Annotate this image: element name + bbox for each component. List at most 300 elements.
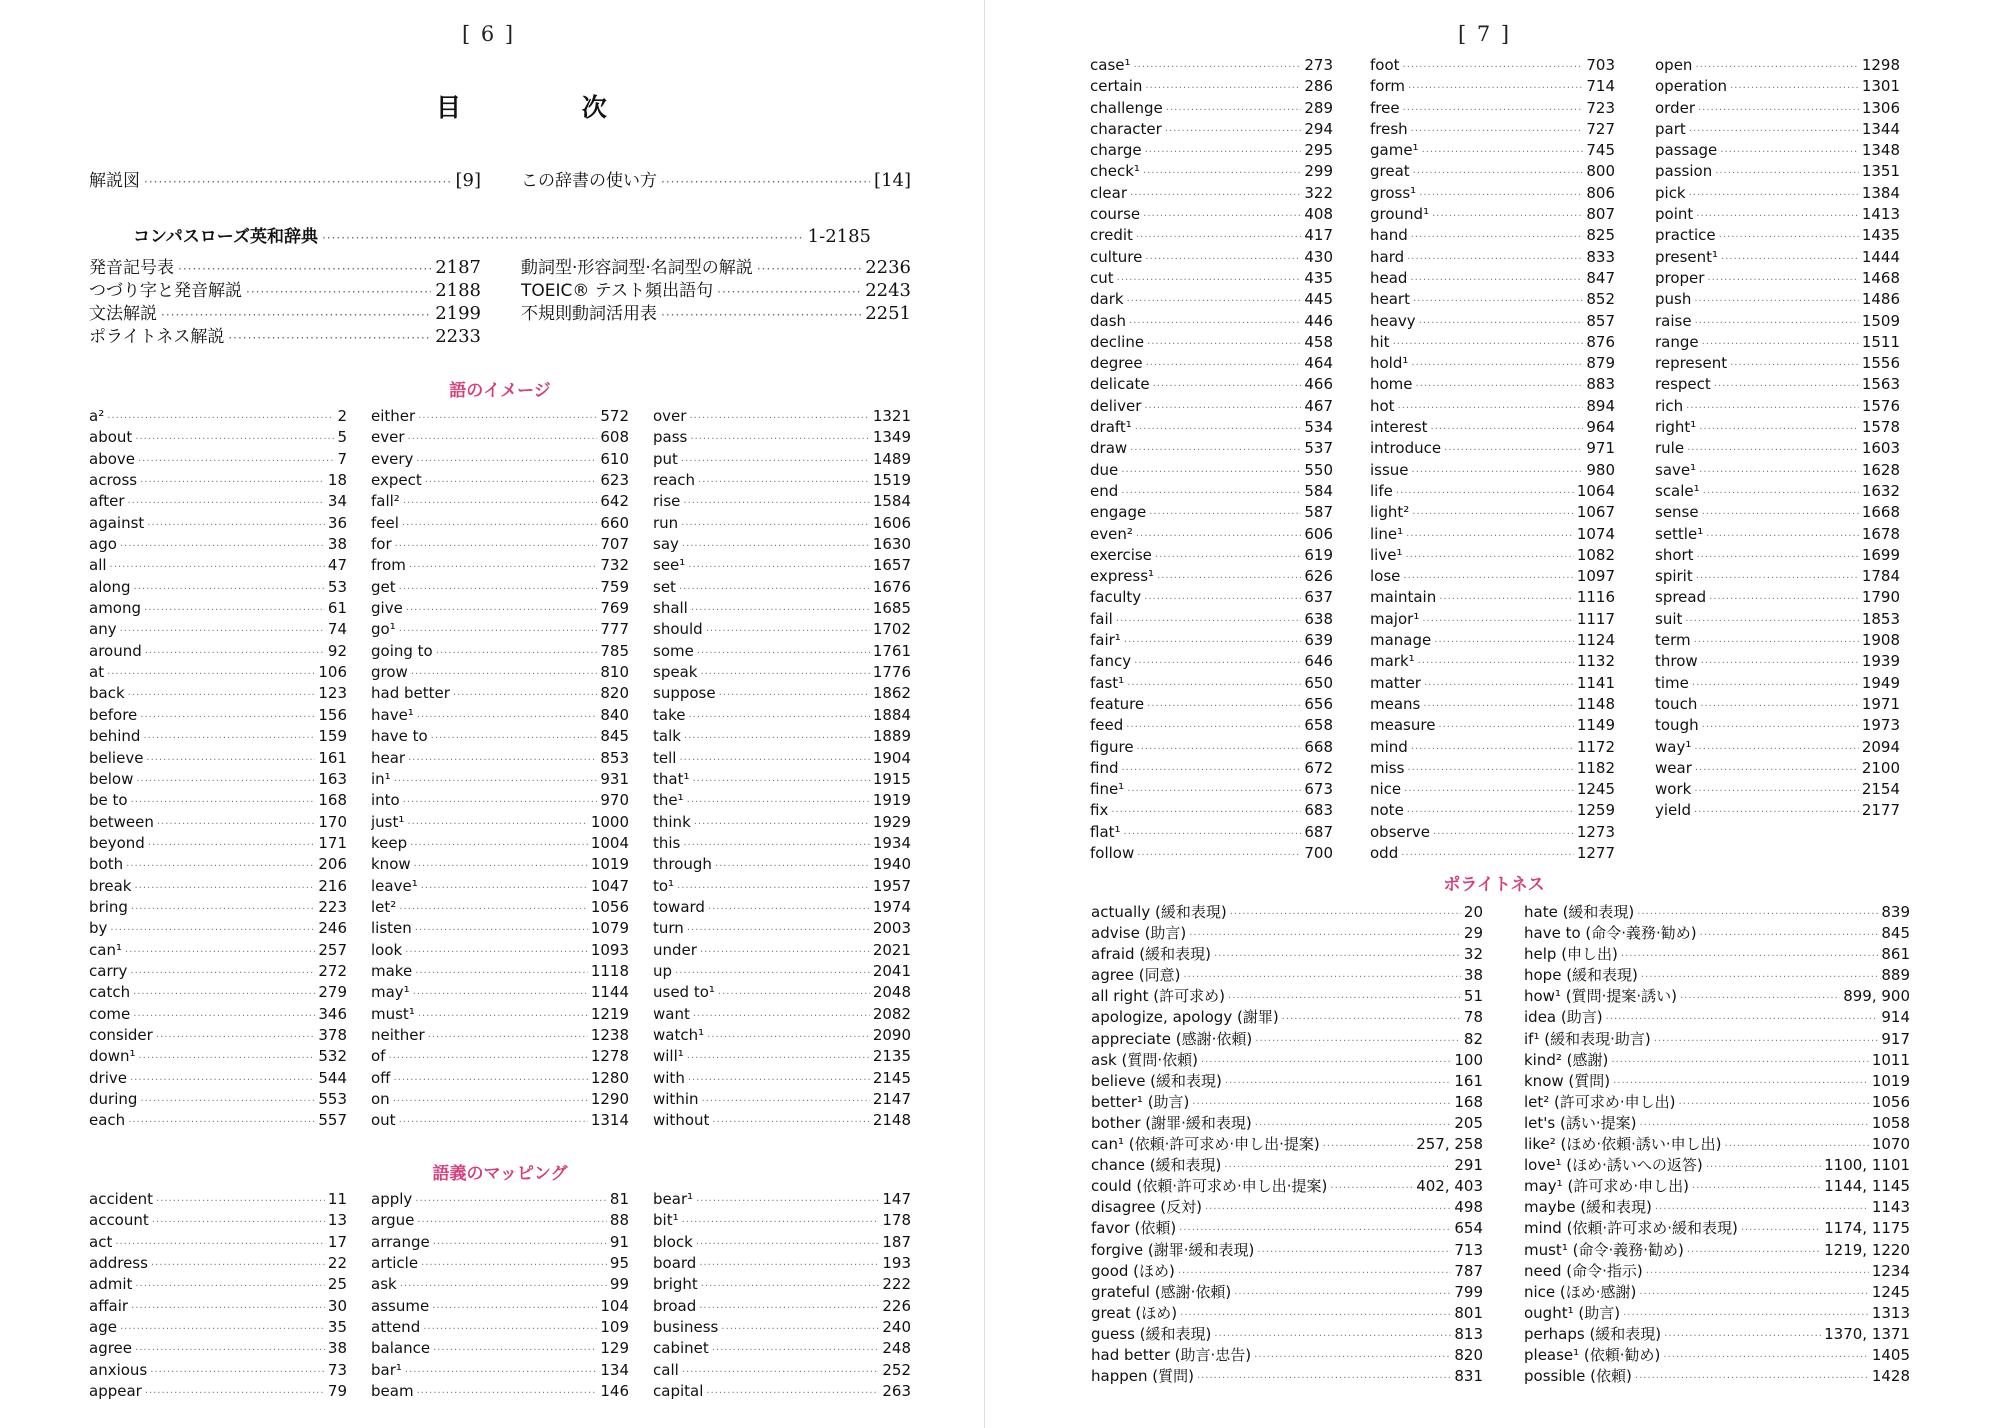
index-entry[interactable] (89, 918, 347, 939)
index-entry[interactable] (1370, 204, 1615, 225)
index-entry[interactable] (1655, 161, 1900, 182)
index-entry[interactable] (653, 1189, 911, 1210)
index-entry[interactable] (371, 406, 629, 427)
index-entry[interactable] (371, 1317, 629, 1338)
index-entry[interactable] (1090, 502, 1333, 523)
index-entry[interactable] (1090, 587, 1333, 608)
index-entry[interactable] (1655, 460, 1900, 481)
index-entry[interactable] (1370, 694, 1615, 715)
index-entry[interactable] (1091, 1050, 1483, 1071)
index-entry[interactable] (89, 790, 347, 811)
index-entry[interactable] (1370, 630, 1615, 651)
index-entry[interactable] (371, 662, 629, 683)
index-entry[interactable] (1370, 843, 1615, 864)
index-entry[interactable] (89, 1025, 347, 1046)
index-entry[interactable] (1090, 545, 1333, 566)
index-entry[interactable] (371, 897, 629, 918)
index-entry[interactable] (1370, 119, 1615, 140)
index-entry[interactable] (1524, 923, 1910, 944)
index-entry[interactable] (1655, 566, 1900, 587)
toc-entry[interactable] (89, 326, 481, 348)
index-entry[interactable] (653, 769, 911, 790)
toc-entry[interactable] (521, 280, 911, 302)
index-entry[interactable] (371, 641, 629, 662)
index-entry[interactable] (1655, 694, 1900, 715)
index-entry[interactable] (89, 470, 347, 491)
index-entry[interactable] (1091, 986, 1483, 1007)
index-entry[interactable] (1091, 965, 1483, 986)
index-entry[interactable] (653, 854, 911, 875)
index-entry[interactable] (371, 1068, 629, 1089)
index-entry[interactable] (1524, 902, 1910, 923)
index-entry[interactable] (1370, 332, 1615, 353)
index-entry[interactable] (1524, 1092, 1910, 1113)
index-entry[interactable] (653, 577, 911, 598)
index-entry[interactable] (653, 534, 911, 555)
index-entry[interactable] (371, 1296, 629, 1317)
index-entry[interactable] (653, 897, 911, 918)
index-entry[interactable] (1524, 1366, 1910, 1387)
index-entry[interactable] (1655, 609, 1900, 630)
toc-entry[interactable] (89, 257, 481, 279)
toc-entry[interactable] (521, 170, 911, 192)
index-entry[interactable] (89, 982, 347, 1003)
index-entry[interactable] (1370, 737, 1615, 758)
index-entry[interactable] (1090, 737, 1333, 758)
index-entry[interactable] (371, 876, 629, 897)
index-entry[interactable] (1370, 438, 1615, 459)
index-entry[interactable] (371, 1025, 629, 1046)
index-entry[interactable] (653, 470, 911, 491)
index-entry[interactable] (89, 619, 347, 640)
index-entry[interactable] (1090, 651, 1333, 672)
index-entry[interactable] (653, 449, 911, 470)
index-entry[interactable] (89, 534, 347, 555)
index-entry[interactable] (371, 769, 629, 790)
index-entry[interactable] (653, 619, 911, 640)
index-entry[interactable] (89, 449, 347, 470)
index-entry[interactable] (1655, 651, 1900, 672)
index-entry[interactable] (1524, 1071, 1910, 1092)
index-entry[interactable] (1091, 1282, 1483, 1303)
index-entry[interactable] (1655, 98, 1900, 119)
index-entry[interactable] (371, 1110, 629, 1131)
index-entry[interactable] (89, 555, 347, 576)
index-entry[interactable] (89, 876, 347, 897)
index-entry[interactable] (89, 897, 347, 918)
index-entry[interactable] (1655, 800, 1900, 821)
index-entry[interactable] (1090, 630, 1333, 651)
index-entry[interactable] (1524, 1261, 1910, 1282)
index-entry[interactable] (371, 449, 629, 470)
index-entry[interactable] (1524, 1324, 1910, 1345)
index-entry[interactable] (1370, 715, 1615, 736)
index-entry[interactable] (1370, 587, 1615, 608)
index-entry[interactable] (371, 726, 629, 747)
index-entry[interactable] (1370, 55, 1615, 76)
index-entry[interactable] (1370, 481, 1615, 502)
index-entry[interactable] (653, 1360, 911, 1381)
index-entry[interactable] (1655, 630, 1900, 651)
index-entry[interactable] (1090, 843, 1333, 864)
index-entry[interactable] (1524, 986, 1910, 1007)
index-entry[interactable] (1090, 566, 1333, 587)
index-entry[interactable] (1370, 417, 1615, 438)
index-entry[interactable] (89, 1296, 347, 1317)
index-entry[interactable] (1091, 1007, 1483, 1028)
index-entry[interactable] (653, 1317, 911, 1338)
index-entry[interactable] (371, 1004, 629, 1025)
index-entry[interactable] (1524, 1218, 1910, 1239)
index-entry[interactable] (1655, 268, 1900, 289)
index-entry[interactable] (1370, 524, 1615, 545)
index-entry[interactable] (1090, 311, 1333, 332)
index-entry[interactable] (89, 406, 347, 427)
index-entry[interactable] (1655, 76, 1900, 97)
index-entry[interactable] (1655, 353, 1900, 374)
index-entry[interactable] (89, 662, 347, 683)
index-entry[interactable] (1090, 204, 1333, 225)
index-entry[interactable] (1090, 55, 1333, 76)
index-entry[interactable] (1091, 944, 1483, 965)
index-entry[interactable] (1524, 1240, 1910, 1261)
index-entry[interactable] (371, 1046, 629, 1067)
index-entry[interactable] (1655, 247, 1900, 268)
index-entry[interactable] (1090, 715, 1333, 736)
index-entry[interactable] (1091, 1366, 1483, 1387)
index-entry[interactable] (89, 833, 347, 854)
index-entry[interactable] (653, 1004, 911, 1025)
index-entry[interactable] (1090, 758, 1333, 779)
index-entry[interactable] (1090, 673, 1333, 694)
index-entry[interactable] (653, 641, 911, 662)
toc-entry[interactable] (521, 303, 911, 325)
index-entry[interactable] (653, 790, 911, 811)
index-entry[interactable] (371, 491, 629, 512)
index-entry[interactable] (1370, 161, 1615, 182)
index-entry[interactable] (1370, 183, 1615, 204)
index-entry[interactable] (1655, 417, 1900, 438)
index-entry[interactable] (89, 1004, 347, 1025)
index-entry[interactable] (371, 705, 629, 726)
index-entry[interactable] (1655, 524, 1900, 545)
index-entry[interactable] (653, 1210, 911, 1231)
index-entry[interactable] (371, 1089, 629, 1110)
index-entry[interactable] (1370, 545, 1615, 566)
index-entry[interactable] (653, 940, 911, 961)
index-entry[interactable] (371, 598, 629, 619)
index-entry[interactable] (1090, 822, 1333, 843)
index-entry[interactable] (89, 1068, 347, 1089)
index-entry[interactable] (371, 748, 629, 769)
index-entry[interactable] (1090, 481, 1333, 502)
index-entry[interactable] (1655, 673, 1900, 694)
index-entry[interactable] (1090, 353, 1333, 374)
index-entry[interactable] (371, 812, 629, 833)
index-entry[interactable] (1091, 1029, 1483, 1050)
index-entry[interactable] (653, 427, 911, 448)
index-entry[interactable] (653, 491, 911, 512)
index-entry[interactable] (89, 812, 347, 833)
index-entry[interactable] (371, 790, 629, 811)
index-entry[interactable] (1091, 1113, 1483, 1134)
index-entry[interactable] (1090, 98, 1333, 119)
index-entry[interactable] (1524, 1134, 1910, 1155)
index-entry[interactable] (1655, 311, 1900, 332)
index-entry[interactable] (1524, 1029, 1910, 1050)
toc-entry[interactable] (521, 257, 911, 279)
index-entry[interactable] (1370, 779, 1615, 800)
index-entry[interactable] (371, 470, 629, 491)
index-entry[interactable] (89, 1360, 347, 1381)
toc-entry[interactable] (89, 280, 481, 302)
index-entry[interactable] (653, 1046, 911, 1067)
index-entry[interactable] (1090, 438, 1333, 459)
index-entry[interactable] (1655, 396, 1900, 417)
index-entry[interactable] (1090, 247, 1333, 268)
index-entry[interactable] (89, 1232, 347, 1253)
index-entry[interactable] (89, 598, 347, 619)
index-entry[interactable] (1090, 609, 1333, 630)
index-entry[interactable] (653, 555, 911, 576)
index-entry[interactable] (89, 705, 347, 726)
index-entry[interactable] (371, 555, 629, 576)
index-entry[interactable] (89, 1381, 347, 1402)
index-entry[interactable] (1091, 1345, 1483, 1366)
index-entry[interactable] (1524, 1155, 1910, 1176)
index-entry[interactable] (1524, 1007, 1910, 1028)
index-entry[interactable] (371, 1381, 629, 1402)
index-entry[interactable] (1655, 481, 1900, 502)
index-entry[interactable] (1655, 332, 1900, 353)
index-entry[interactable] (1370, 800, 1615, 821)
index-entry[interactable] (1370, 225, 1615, 246)
index-entry[interactable] (89, 641, 347, 662)
index-entry[interactable] (371, 940, 629, 961)
index-entry[interactable] (1090, 800, 1333, 821)
index-entry[interactable] (371, 1360, 629, 1381)
toc-entry[interactable] (89, 303, 481, 325)
index-entry[interactable] (1370, 566, 1615, 587)
index-entry[interactable] (1655, 758, 1900, 779)
index-entry[interactable] (371, 1253, 629, 1274)
index-entry[interactable] (1370, 289, 1615, 310)
index-entry[interactable] (1655, 715, 1900, 736)
index-entry[interactable] (1091, 1240, 1483, 1261)
index-entry[interactable] (1370, 502, 1615, 523)
index-entry[interactable] (89, 769, 347, 790)
index-entry[interactable] (1091, 1155, 1483, 1176)
index-entry[interactable] (1655, 502, 1900, 523)
index-entry[interactable] (1524, 1050, 1910, 1071)
index-entry[interactable] (1090, 161, 1333, 182)
index-entry[interactable] (371, 683, 629, 704)
index-entry[interactable] (371, 854, 629, 875)
index-entry[interactable] (1370, 396, 1615, 417)
index-entry[interactable] (371, 1274, 629, 1295)
index-entry[interactable] (1370, 140, 1615, 161)
index-entry[interactable] (653, 726, 911, 747)
index-entry[interactable] (653, 1110, 911, 1131)
index-entry[interactable] (1090, 140, 1333, 161)
toc-entry[interactable] (89, 170, 481, 192)
index-entry[interactable] (653, 918, 911, 939)
index-entry[interactable] (89, 1274, 347, 1295)
index-entry[interactable] (1370, 822, 1615, 843)
index-entry[interactable] (1090, 779, 1333, 800)
index-entry[interactable] (89, 683, 347, 704)
index-entry[interactable] (1655, 545, 1900, 566)
index-entry[interactable] (1090, 460, 1333, 481)
index-entry[interactable] (1090, 225, 1333, 246)
index-entry[interactable] (1091, 1261, 1483, 1282)
index-entry[interactable] (1370, 609, 1615, 630)
index-entry[interactable] (1370, 268, 1615, 289)
index-entry[interactable] (653, 1025, 911, 1046)
index-entry[interactable] (1655, 779, 1900, 800)
index-entry[interactable] (1370, 98, 1615, 119)
index-entry[interactable] (1524, 1176, 1910, 1197)
index-entry[interactable] (1090, 76, 1333, 97)
index-entry[interactable] (653, 662, 911, 683)
index-entry[interactable] (653, 406, 911, 427)
index-entry[interactable] (1370, 311, 1615, 332)
index-entry[interactable] (371, 534, 629, 555)
index-entry[interactable] (89, 427, 347, 448)
index-entry[interactable] (371, 577, 629, 598)
index-entry[interactable] (1091, 1134, 1483, 1155)
index-entry[interactable] (1524, 1345, 1910, 1366)
index-entry[interactable] (1090, 289, 1333, 310)
index-entry[interactable] (89, 1046, 347, 1067)
index-entry[interactable] (1655, 438, 1900, 459)
index-entry[interactable] (1091, 1303, 1483, 1324)
index-entry[interactable] (1524, 1113, 1910, 1134)
index-entry[interactable] (1655, 183, 1900, 204)
index-entry[interactable] (89, 1317, 347, 1338)
index-entry[interactable] (89, 748, 347, 769)
index-entry[interactable] (89, 1338, 347, 1359)
index-entry[interactable] (371, 833, 629, 854)
index-entry[interactable] (371, 619, 629, 640)
index-entry[interactable] (1655, 374, 1900, 395)
index-entry[interactable] (89, 1089, 347, 1110)
index-entry[interactable] (371, 427, 629, 448)
index-entry[interactable] (1524, 1197, 1910, 1218)
index-entry[interactable] (653, 1381, 911, 1402)
index-entry[interactable] (1090, 332, 1333, 353)
index-entry[interactable] (653, 1232, 911, 1253)
index-entry[interactable] (653, 1338, 911, 1359)
index-entry[interactable] (371, 1189, 629, 1210)
index-entry[interactable] (89, 513, 347, 534)
index-entry[interactable] (89, 726, 347, 747)
index-entry[interactable] (653, 1253, 911, 1274)
index-entry[interactable] (1091, 1324, 1483, 1345)
index-entry[interactable] (1090, 119, 1333, 140)
index-entry[interactable] (1655, 140, 1900, 161)
index-entry[interactable] (653, 833, 911, 854)
index-entry[interactable] (1090, 268, 1333, 289)
index-entry[interactable] (1524, 944, 1910, 965)
index-entry[interactable] (1090, 524, 1333, 545)
index-entry[interactable] (653, 705, 911, 726)
index-entry[interactable] (1091, 1071, 1483, 1092)
index-entry[interactable] (1370, 651, 1615, 672)
index-entry[interactable] (89, 491, 347, 512)
index-entry[interactable] (653, 812, 911, 833)
index-entry[interactable] (653, 748, 911, 769)
index-entry[interactable] (1524, 965, 1910, 986)
index-entry[interactable] (89, 577, 347, 598)
index-entry[interactable] (1091, 1218, 1483, 1239)
index-entry[interactable] (1090, 417, 1333, 438)
index-entry[interactable] (653, 1296, 911, 1317)
index-entry[interactable] (1655, 225, 1900, 246)
index-entry[interactable] (1090, 396, 1333, 417)
index-entry[interactable] (1655, 55, 1900, 76)
index-entry[interactable] (371, 918, 629, 939)
index-entry[interactable] (1370, 374, 1615, 395)
index-entry[interactable] (1091, 902, 1483, 923)
index-entry[interactable] (371, 1338, 629, 1359)
index-entry[interactable] (1091, 1176, 1483, 1197)
index-entry[interactable] (89, 961, 347, 982)
index-entry[interactable] (371, 513, 629, 534)
index-entry[interactable] (89, 1110, 347, 1131)
index-entry[interactable] (653, 1089, 911, 1110)
index-entry[interactable] (1370, 247, 1615, 268)
index-entry[interactable] (1370, 758, 1615, 779)
index-entry[interactable] (371, 961, 629, 982)
index-entry[interactable] (89, 1189, 347, 1210)
index-entry[interactable] (1091, 1092, 1483, 1113)
index-entry[interactable] (1091, 1197, 1483, 1218)
index-entry[interactable] (89, 854, 347, 875)
index-entry[interactable] (1370, 460, 1615, 481)
index-entry[interactable] (1655, 204, 1900, 225)
index-entry[interactable] (1655, 119, 1900, 140)
index-entry[interactable] (1655, 289, 1900, 310)
index-entry[interactable] (653, 683, 911, 704)
index-entry[interactable] (89, 1253, 347, 1274)
toc-entry-main[interactable] (133, 226, 871, 248)
index-entry[interactable] (371, 1232, 629, 1253)
index-entry[interactable] (1090, 694, 1333, 715)
index-entry[interactable] (653, 598, 911, 619)
index-entry[interactable] (371, 1210, 629, 1231)
index-entry[interactable] (89, 1210, 347, 1231)
index-entry[interactable] (89, 940, 347, 961)
index-entry[interactable] (653, 961, 911, 982)
index-entry[interactable] (1090, 183, 1333, 204)
index-entry[interactable] (1370, 353, 1615, 374)
index-entry[interactable] (1524, 1303, 1910, 1324)
index-entry[interactable] (1370, 673, 1615, 694)
index-entry[interactable] (1370, 76, 1615, 97)
index-entry[interactable] (653, 1274, 911, 1295)
index-entry[interactable] (653, 982, 911, 1003)
index-entry[interactable] (1091, 923, 1483, 944)
index-entry[interactable] (1524, 1282, 1910, 1303)
index-entry[interactable] (653, 876, 911, 897)
index-entry[interactable] (1090, 374, 1333, 395)
index-entry[interactable] (1655, 737, 1900, 758)
index-entry[interactable] (371, 982, 629, 1003)
index-entry[interactable] (653, 1068, 911, 1089)
index-entry[interactable] (653, 513, 911, 534)
index-entry[interactable] (1655, 587, 1900, 608)
